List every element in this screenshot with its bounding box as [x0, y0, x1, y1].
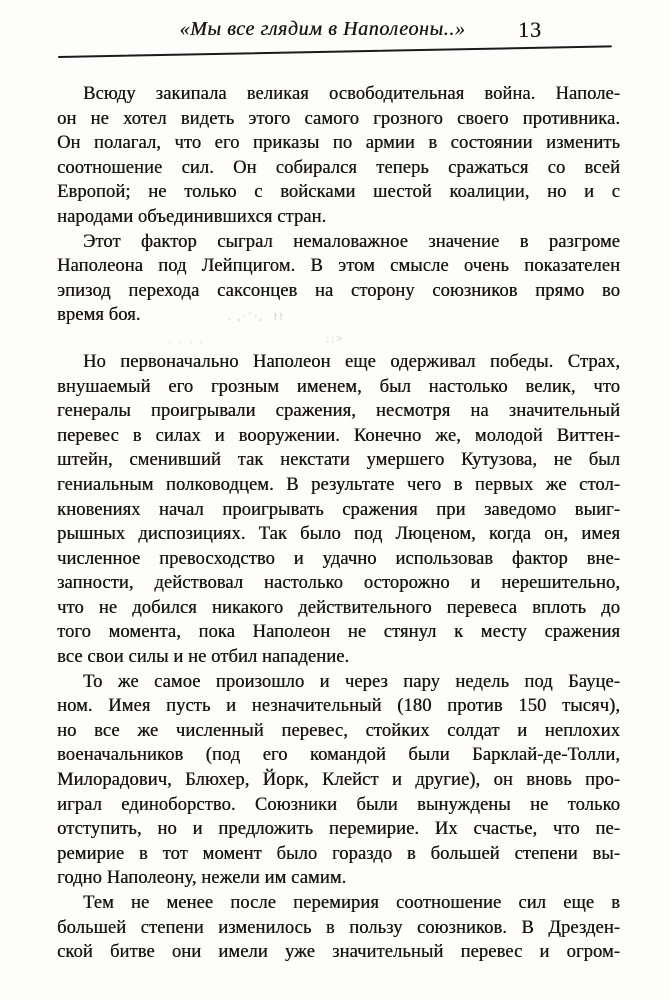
text-line: запности, действовал настолько осторожно и нерешительно, [57, 573, 620, 594]
text-line: отступить, но и предложить перемирие. Их счастье, что пе- [57, 819, 620, 840]
paragraph [57, 350, 620, 670]
text-line: численное превосходство и удачно использовав фактор вне- [57, 548, 620, 569]
text-line: Всюду закипала великая освободительная война. Наполе- [83, 84, 620, 104]
text-line: перевес в силах и вооружении. Конечно же, молодой Виттен- [57, 425, 620, 446]
text-line: Тем не менее после перемирия соотношение сил еще в [83, 893, 620, 913]
text-line: Но первоначально Наполеон еще одерживал победы. Страх, [83, 351, 620, 372]
text-line: Европой; не только с войсками шестой коалиции, но и с [57, 182, 620, 203]
text-line: То же самое произошло и через пару недель под Бауце- [83, 671, 620, 692]
text-line: генералы проигрывали сражения, несмотря на значительный [57, 401, 620, 422]
text-line: внушаемый его грозным именем, был настолько велик, что [57, 376, 620, 397]
text-line: играл единоборство. Союзники были вынуждены не только [57, 794, 620, 815]
paragraph [57, 891, 620, 965]
text-line: штейн, сменивший так некстати умершего Кутузова, не был [57, 450, 620, 471]
text-line: рышных диспозициях. Так было под Люценом, когда он, имея [57, 524, 620, 545]
page-number: 13 [518, 17, 542, 42]
header-rule [58, 45, 612, 58]
text-line: но все же численный перевес, стойких солдат и неплохих [57, 720, 620, 741]
text-line: большей степени изменилось в пользу союзников. В Дрезден- [57, 917, 620, 938]
paragraph [57, 82, 620, 230]
page-body [57, 82, 620, 965]
text-line: Этот фактор сыграл немаловажное значение в разгроме [83, 231, 620, 252]
text-line: время боя. [57, 305, 141, 326]
scan-smudge: . ,·´·, !! [228, 311, 285, 323]
text-line: Он полагал, что его приказы по армии в состоянии изменить [57, 133, 620, 154]
text-line: ном. Имея пусть и незначительный (180 против 150 тысяч), [57, 696, 620, 717]
text-line: военачальников (под его командой были Барклай-де-Толли, [57, 745, 620, 766]
text-line: годно Наполеону, нежели им самим. [57, 868, 347, 889]
text-line: соотношение сил. Он собирался теперь сражаться со всей [57, 157, 620, 178]
scan-smudge: · · · · [168, 337, 205, 349]
text-line: ремирие в тот момент было гораздо в большей степени вы- [57, 843, 620, 864]
text-line: того момента, пока Наполеон не стянул к месту сражения [57, 622, 620, 643]
text-line: все свои силы и не отбил нападение. [57, 647, 350, 668]
running-header [0, 0, 669, 64]
running-title: «Мы все глядим в Наполеоны..» [179, 18, 466, 40]
paragraph [57, 230, 620, 328]
text-line: Наполеона под Лейпцигом. В этом смысле очень показателен [57, 256, 620, 277]
text-line: что не добился никакого действительного перевеса вплоть до [57, 597, 620, 618]
text-line: эпизод перехода саксонцев на сторону союзников прямо во [57, 280, 620, 301]
scan-smudge: ::> [326, 333, 345, 345]
text-line: он не хотел видеть этого самого грозного своего противника. [57, 108, 620, 129]
text-line: народами объединившихся стран. [57, 206, 327, 227]
text-line: Милорадович, Блюхер, Йорк, Клейст и другие), он вновь про- [57, 770, 620, 791]
text-line: ской битве они имели уже значительный перевес и огром- [57, 942, 620, 963]
paragraph [57, 670, 620, 891]
text-line: кновениях начал проигрывать сражения при заведомо выиг- [57, 499, 620, 520]
text-line: гениальным полководцем. В результате чего в первых же стол- [57, 474, 620, 495]
